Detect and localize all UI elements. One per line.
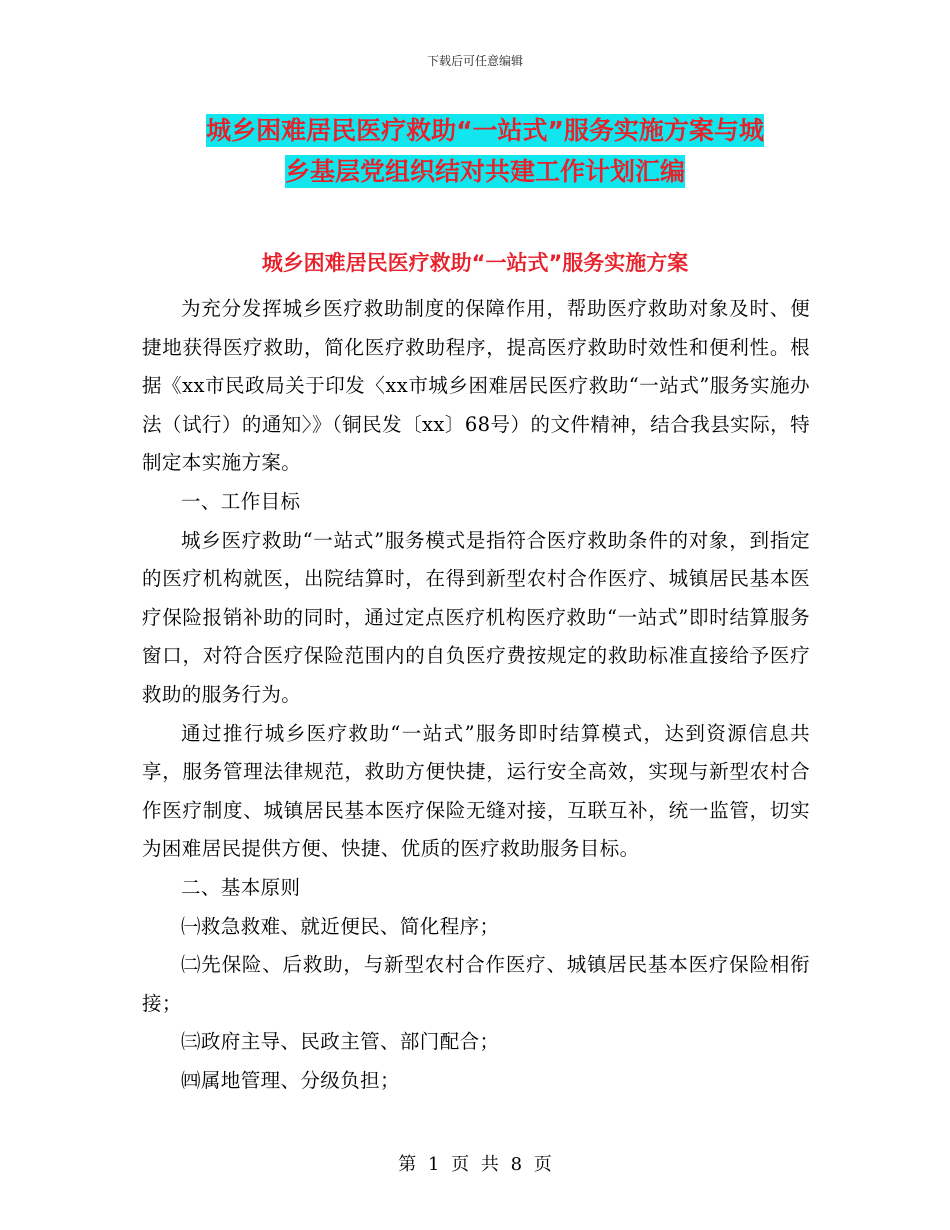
page-header-note: 下载后可任意编辑 (426, 54, 523, 68)
document-title (150, 110, 820, 192)
principle-item-3: ㈢政府主导、民政主管、部门配合； (181, 1030, 500, 1054)
paragraph-intro: 为充分发挥城乡医疗救助制度的保障作用，帮助医疗救助对象及时、便捷地获得医疗救助，简化医疗救助程序，提高医疗救助时效性和便利性。根据《xx市民政局关于印发〈xx市城乡困难居民医疗救助“一站式”服务实施办法（试行）的通知〉》（铜民发〔xx〕68号）的文件精神，结合我县实际，特制定本实施方案。 (142, 297, 810, 475)
heading-work-goal: 一、工作目标 (181, 489, 301, 513)
paragraph-service-model: 城乡医疗救助“一站式”服务模式是指符合医疗救助条件的对象，到指定的医疗机构就医，出院结算时，在得到新型农村合作医疗、城镇居民基本医疗保险报销补助的同时，通过定点医疗机构医疗救助“一站式”即时结算服务窗口，对符合医疗保险范围内的自负医疗费按规定的救助标准直接给予医疗救助的服务行为。 (142, 528, 810, 706)
section-title: 城乡困难居民医疗救助“一站式”服务实施方案 (261, 251, 689, 275)
page-number: 第 1 页 共 8 页 (398, 1154, 552, 1175)
document-title-line-1: 城乡困难居民医疗救助“一站式”服务实施方案与城 (206, 116, 764, 145)
principle-item-4: ㈣属地管理、分级负担； (181, 1068, 400, 1092)
document-title-line-2: 乡基层党组织结对共建工作计划汇编 (284, 157, 685, 186)
principle-item-1: ㈠救急救难、就近便民、简化程序； (181, 914, 500, 938)
heading-basic-principles: 二、基本原则 (181, 875, 301, 899)
principle-item-2: ㈡先保险、后救助，与新型农村合作医疗、城镇居民基本医疗保险相衔接； (142, 953, 810, 1015)
paragraph-goal-detail: 通过推行城乡医疗救助“一站式”服务即时结算模式，达到资源信息共享，服务管理法律规范，救助方便快捷，运行安全高效，实现与新型农村合作医疗制度、城镇居民基本医疗保险无缝对接，互联互补，统一监管，切实为困难居民提供方便、快捷、优质的医疗救助服务目标。 (142, 721, 810, 861)
document-body (142, 290, 810, 1100)
